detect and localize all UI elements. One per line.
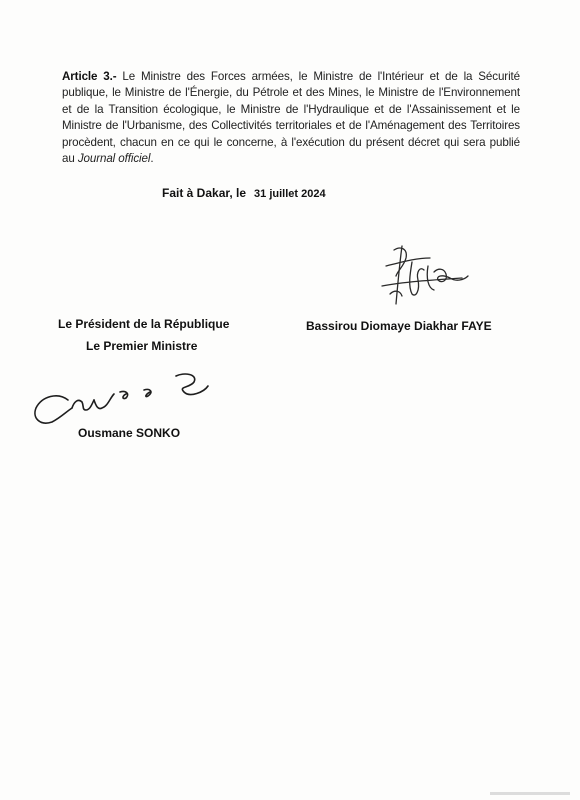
article-heading: Article 3.- <box>62 70 117 83</box>
closing-date: 31 juillet 2024 <box>254 188 326 200</box>
closing-line <box>162 186 326 200</box>
president-title: Le Président de la République <box>58 317 230 331</box>
prime-minister-title: Le Premier Ministre <box>86 339 198 353</box>
scan-edge-mark <box>490 792 570 795</box>
president-signature-image <box>372 236 472 316</box>
closing-place: Fait à Dakar, le <box>162 186 247 200</box>
president-name: Bassirou Diomaye Diakhar FAYE <box>306 319 492 333</box>
prime-minister-name: Ousmane SONKO <box>78 426 181 440</box>
article-3-paragraph <box>62 69 520 167</box>
article-end: . <box>150 152 154 166</box>
journal-officiel-italic: Journal officiel <box>77 152 151 166</box>
article-body: Le Ministre des Forces armées, le Ministre de l'Intérieur et de la Sécurité publique, le Ministre de l'Énergie, du Pétrole et des Mines, le Ministre de l'Environnement et de la Transition écologique, le Ministre de l'Hydraulique et de l'Assainissement et le Ministre de l'Urbanisme, des Collectivités territoriales et de l'Aménagement des Territoires procèdent, chacun en ce qui le concerne, à l'exécution du présent décret qui sera publié au <box>62 70 521 166</box>
